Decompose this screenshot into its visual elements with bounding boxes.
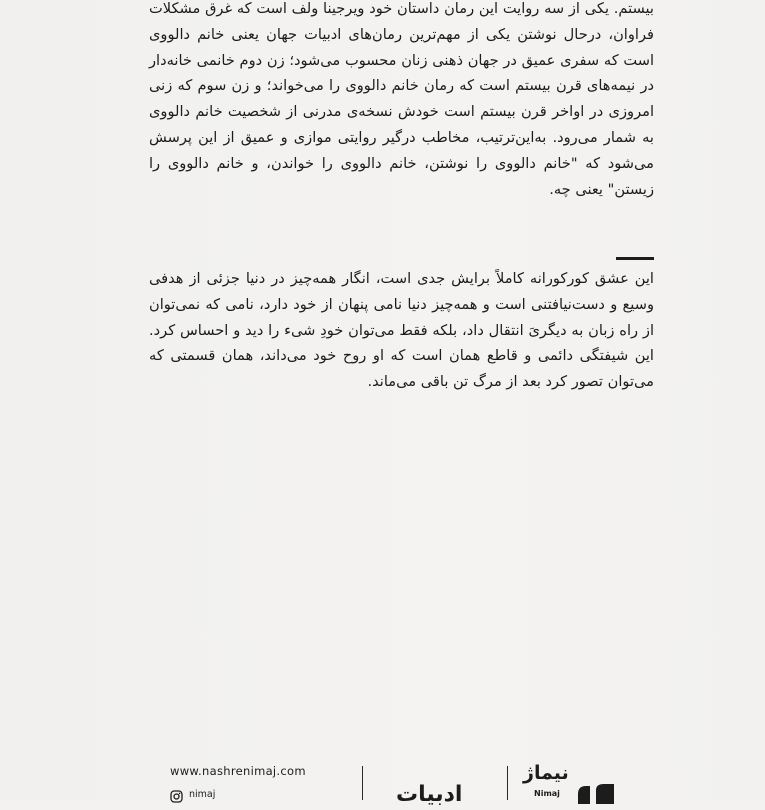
publisher-logo-english: Nimaj [534, 789, 560, 798]
blurb-paragraph-1: بیستم. یکی از سه روایت این رمان داستان خود ویرجینا ولف است که غرق مشکلات فراوان، درحال نوشتن یکی از مهم‌ترین رمان‌های ادبیات جهان یعنی خانم دالووی است که سفری عمیق در جهان ذهنی زنان محسوب می‌شود؛ زن دوم خانمی خانه‌دار در نیمه‌های قرن بیستم است که رمان خانم دالووی را می‌خواند؛ و زن سوم که زنی امروزی در اواخر قرن بیستم است خودش نسخه‌ی مدرنی از شخصیت خانم دالووی به شمار می‌رود. به‌این‌ترتیب، مخاطب درگیر روایتی موازی و عمیق از این پرسش می‌شود که "خانم دالووی را نوشتن، خانم دالووی را خواندن، و خانم دالووی را زیستن" یعنی چه. [149, 0, 654, 198]
publisher-footer [0, 760, 765, 807]
instagram-handle: nimaj [189, 788, 216, 800]
publisher-logo-persian: نیماژ [523, 762, 569, 784]
book-category: ادبیات [396, 782, 463, 807]
blurb-paragraph-2: این عشق کورکورانه کاملاً برایش جدی است، انگار همه‌چیز در دنیا جزئی از هدفی وسیع و دست‌نیافتنی است و همه‌چیز دنیا نامی پنهان از خود دارد، نامی که نمی‌توان از راه زبان به دیگریَ انتقال داد، بلکه فقط می‌توان خودِ شیء را دید و احساس کرد. این شیفتگی دائمی و قاطع همان است که او روح خود می‌داند، همان قسمتی که می‌توان تصور کرد بعد از مرگ تن باقی می‌ماند. [149, 270, 654, 391]
nimaj-logo-mark-icon [576, 782, 616, 804]
publisher-website: www.nashrenimaj.com [170, 764, 306, 778]
footer-separator [507, 766, 508, 800]
footer-separator [362, 766, 363, 800]
instagram-icon [170, 788, 183, 801]
section-divider [616, 257, 654, 260]
